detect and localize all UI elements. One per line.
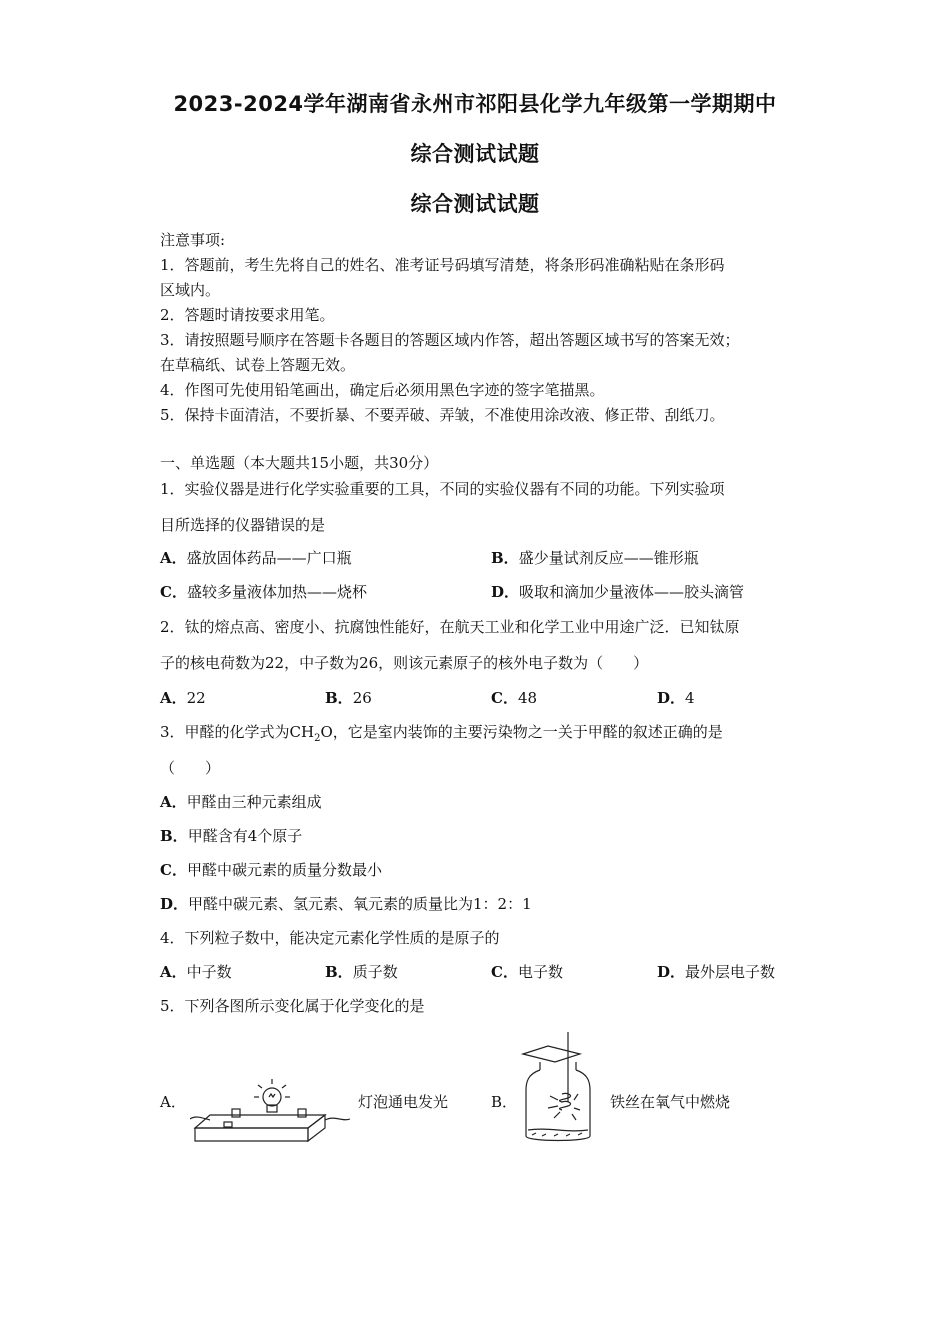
q2-option-b: B．26 [325, 689, 372, 707]
q3-option-b: B．甲醛含有4个原子 [160, 827, 303, 845]
q5-option-b-caption: 铁丝在氧气中燃烧 [610, 1093, 731, 1111]
q3-option-c: C．甲醛中碳元素的质量分数最小 [160, 861, 382, 879]
light-bulb-circuit-figure [190, 1075, 355, 1145]
q1-option-c: C．盛较多量液体加热——烧杯 [160, 583, 367, 601]
q2-option-c: C．48 [491, 689, 538, 707]
q4-option-b: B．质子数 [325, 963, 398, 981]
question-4-stem: 4．下列粒子数中，能决定元素化学性质的是原子的 [160, 929, 500, 947]
q2-option-d: D．4 [657, 689, 695, 707]
q2-option-a: A．22 [160, 689, 206, 707]
exam-title-line1: 2023-2024学年湖南省永州市祁阳县化学九年级第一学期期中 [173, 92, 777, 116]
question-3-stem: 3．甲醛的化学式为$CH_2O$，它是室内装饰的主要污染物之一关于甲醛的叙述正确的是 [160, 723, 723, 744]
question-1-stem-cont: 目所选择的仪器错误的是 [160, 516, 326, 534]
exam-title-line2: 综合测试试题 [410, 142, 540, 166]
notice-item: 1．答题前，考生先将自己的姓名、准考证号码填写清楚，将条形码准确粘贴在条形码 [160, 256, 725, 274]
q3-option-a: A．甲醛由三种元素组成 [160, 793, 322, 811]
q5-option-a-caption: 灯泡通电发光 [358, 1093, 449, 1111]
question-5-stem: 5．下列各图所示变化属于化学变化的是 [160, 997, 425, 1015]
q4-option-d: D．最外层电子数 [657, 963, 776, 981]
q5-option-a-label: A． [160, 1093, 186, 1111]
notice-item: 5．保持卡面清洁，不要折暴、不要弄破、弄皱，不准使用涂改液、修正带、刮纸刀。 [160, 406, 725, 424]
question-2-stem: 2．钛的熔点高、密度小、抗腐蚀性能好，在航天工业和化学工业中用途广泛．已知钛原 [160, 618, 740, 636]
q4-option-c: C．电子数 [491, 963, 563, 981]
exam-title-line3: 综合测试试题 [410, 192, 540, 216]
notice-item: 2．答题时请按要求用笔。 [160, 306, 335, 324]
q3-option-d: D．甲醛中碳元素、氢元素、氧元素的质量比为1：2：1 [160, 895, 532, 913]
q1-option-b: B．盛少量试剂反应——锥形瓶 [491, 549, 699, 567]
notice-item: 在草稿纸、试卷上答题无效。 [160, 356, 356, 374]
notice-item: 3．请按照题号顺序在答题卡各题目的答题区域内作答，超出答题区域书写的答案无效； [160, 331, 740, 349]
question-1-stem: 1．实验仪器是进行化学实验重要的工具，不同的实验仪器有不同的功能。下列实验项 [160, 480, 725, 498]
notice-heading: 注意事项: [160, 231, 226, 249]
q5-option-b-label: B． [491, 1093, 518, 1111]
q1-option-d: D．吸取和滴加少量液体——胶头滴管 [491, 583, 745, 601]
notice-item: 区域内。 [160, 281, 221, 299]
q4-option-a: A．中子数 [160, 963, 232, 981]
question-3-answer-paren: （ ） [160, 759, 221, 777]
q1-option-a: A．盛放固体药品——广口瓶 [160, 549, 352, 567]
section-heading: 一、单选题（本大题共15小题，共30分） [160, 454, 439, 472]
question-2-stem-cont: 子的核电荷数为22，中子数为26，则该元素原子的核外电子数为（ ） [160, 654, 649, 672]
iron-wire-oxygen-jar-figure [518, 1032, 598, 1150]
notice-item: 4．作图可先使用铅笔画出，确定后必须用黑色字迹的签字笔描黑。 [160, 381, 605, 399]
